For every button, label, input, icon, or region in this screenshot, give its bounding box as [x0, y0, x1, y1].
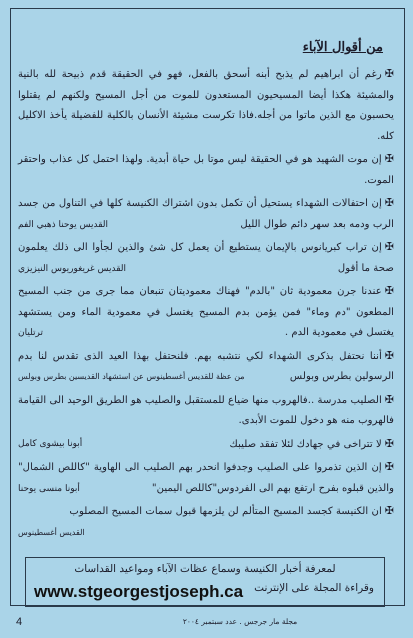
- quote-text: إن الذين تذمروا على الصليب وجدفوا انحدر بهم الصليب الى الهاوية "كاللص الشمال" والذين قبلوه بفرح ارتفع بهم الى الفردوس"كاللص اليمين": [18, 462, 394, 494]
- quote-9: [18, 457, 394, 499]
- coptic-cross-icon: ✠: [384, 152, 394, 165]
- quote-text: ان الكنيسة كجسد المسيح المتألم لن يلزمها قبول سمات المسيح المصلوب: [69, 506, 382, 517]
- page-number: 4: [16, 616, 23, 628]
- quote-text: إن موت الشهيد هو في الحقيقة ليس موتا بل حياة أبدية. ولهذا احتمل كل عذاب واحتقر الموت.: [18, 154, 394, 186]
- notice-line-2: وقراءة المجلة على الإنترنت: [254, 582, 374, 594]
- quote-attribution: من عظة للقديس أغسطينوس عن استشهاد القديسين بطرس وبولس: [18, 372, 245, 381]
- website-notice-box: [25, 557, 385, 607]
- coptic-cross-icon: ✠: [384, 284, 394, 297]
- quote-7: [18, 390, 394, 432]
- coptic-cross-icon: ✠: [384, 240, 394, 253]
- quote-attribution: القديس يوحنا ذهبي الفم: [18, 219, 109, 230]
- coptic-cross-icon: ✠: [384, 348, 394, 362]
- coptic-cross-icon: ✠: [384, 436, 394, 450]
- quote-10: [18, 501, 394, 537]
- quote-attribution: ترتليان: [18, 328, 44, 338]
- page-title: من أقوال الآباء: [302, 40, 383, 55]
- quote-5: [18, 281, 394, 344]
- quote-6: [18, 346, 394, 388]
- notice-line-1: لمعرفة أخبار الكنيسة وسماع عظات الآباء ومواعيد القداسات: [74, 563, 336, 575]
- quote-2: [18, 149, 394, 191]
- coptic-cross-icon: ✠: [384, 67, 394, 80]
- quote-text: عندنا جرن معمودية ثان "بالدم" فهناك معموديتان تنبعان مما جرى من جنب المسيح المطعون "دم وماء" فمن يؤمن بدم المسيح يغتسل في معمودية الماء ومن يستشهد يغتسل في معمودية الدم .: [18, 286, 394, 338]
- coptic-cross-icon: ✠: [384, 460, 394, 473]
- quote-3: [18, 193, 394, 235]
- quote-1: [18, 64, 394, 147]
- quote-text: أننا نحتفل بذكرى الشهداء لكي نتشبه بهم. فلنحتفل بهذا العيد الذى تقدس لنا بدم الرسولين بطرس وبولس: [18, 350, 394, 382]
- quote-attribution: أبونا منسى يوحنا: [18, 483, 80, 494]
- coptic-cross-icon: ✠: [384, 392, 394, 406]
- quote-8: [18, 434, 394, 456]
- quote-text: إن احتفالات الشهداء يستحيل أن تكمل بدون اشتراك الكنيسة كلها في التناول من جسد الرب ودمه بعد سهر دائم طوال الليل: [18, 198, 394, 230]
- quote-4: [18, 237, 394, 279]
- page-footer: مجلة مار جرجس . عدد سبتمبر ٢٠٠٤: [182, 617, 298, 626]
- quote-text: لا تتراخى في جهادك لئلا تفقد صليبك: [229, 438, 382, 450]
- quote-attribution: القديس غريغوريوس النيزيزي: [18, 263, 127, 274]
- coptic-cross-icon: ✠: [384, 504, 394, 517]
- coptic-cross-icon: ✠: [384, 196, 394, 209]
- quote-text: رغم أن ابراهيم لم يذبح أبنه أسحق بالفعل، فهو في الحقيقة قدم ذبيحة لله بالنية والمشيئة هكذا أيضا المسيحيون المستعدون للموت من أجل المسيح ولكنهم لم يقتلوا يحسبون مع الذين ماتوا من أجله.فاذا تكرست مشيئة الأنسان بالكلية للفضيلة يأخذ الاكليل كله.: [18, 69, 394, 142]
- quote-text: الصليب مدرسة ..فالهروب منها ضياع للمستقبل والصليب هو الطريق الوحيد الى القيامة فالهروب منه هو دخول للموت الأبدى.: [18, 394, 394, 426]
- quote-attribution: أبونا بيشوى كامل: [18, 438, 83, 449]
- quote-text: إن تراب كبريانوس بالإيمان يستطيع أن يعمل كل شئ والذين لجأوا الى ذلك يعلمون صحة ما أقول: [18, 242, 394, 274]
- website-link[interactable]: www.stgeorgestjoseph.ca: [34, 582, 244, 601]
- quotes-list: [18, 64, 394, 543]
- quote-attribution: القديس أغسطينوس: [18, 527, 85, 537]
